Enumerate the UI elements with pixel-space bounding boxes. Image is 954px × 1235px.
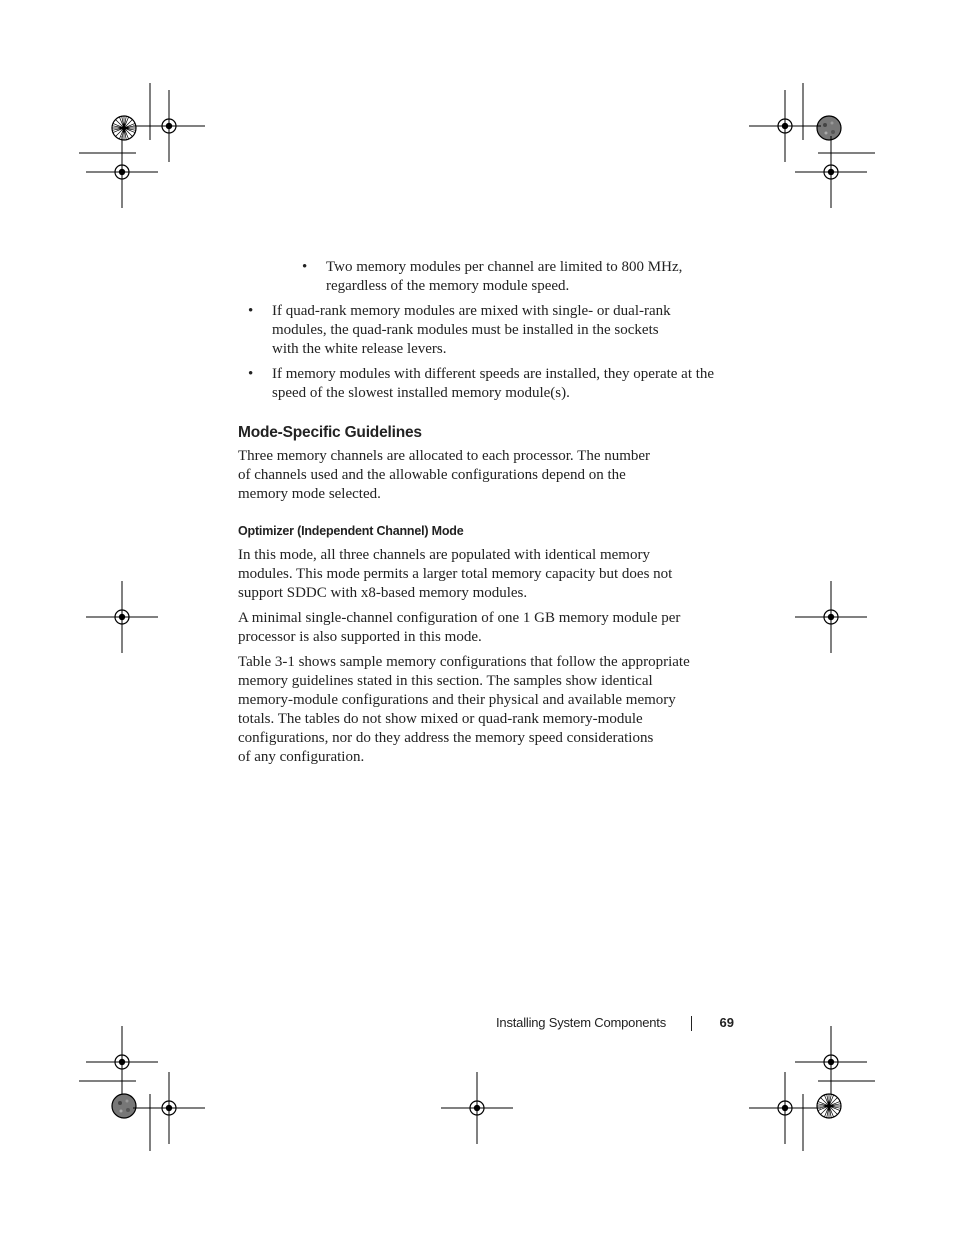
bullet-line: with the white release levers. bbox=[272, 341, 447, 357]
bullet-marker: • bbox=[302, 259, 308, 275]
bullet-marker: • bbox=[248, 366, 254, 382]
bullet-line: modules, the quad-rank modules must be installed in the sockets bbox=[272, 322, 659, 338]
subsection-heading: Optimizer (Independent Channel) Mode bbox=[238, 524, 464, 538]
bullet-item bbox=[248, 365, 738, 403]
page-footer bbox=[480, 1015, 736, 1035]
footer-separator bbox=[691, 1016, 692, 1031]
sub-bullet-item bbox=[302, 258, 738, 296]
paragraph-line: Table 3-1 shows sample memory configurations that follow the appropriate bbox=[238, 654, 690, 670]
paragraph-line: In this mode, all three channels are populated with identical memory bbox=[238, 547, 650, 563]
paragraph-line: processor is also supported in this mode. bbox=[238, 629, 482, 645]
paragraph-line: support SDDC with x8-based memory modules. bbox=[238, 585, 528, 601]
paragraph-line: memory mode selected. bbox=[238, 486, 381, 502]
footer-section-title: Installing System Components bbox=[496, 1015, 666, 1030]
paragraph-line: memory-module configurations and their physical and available memory bbox=[238, 692, 676, 708]
bullet-line: speed of the slowest installed memory module(s). bbox=[272, 385, 570, 401]
paragraph-line: A minimal single-channel configuration of one 1 GB memory module per bbox=[238, 610, 681, 626]
page-number: 69 bbox=[719, 1015, 734, 1030]
paragraph bbox=[238, 546, 738, 603]
bullet-item bbox=[248, 302, 738, 359]
section-paragraph bbox=[238, 447, 738, 504]
bullet-marker: • bbox=[248, 303, 254, 319]
paragraph-line: Three memory channels are allocated to each processor. The number bbox=[238, 448, 651, 464]
paragraph-line: totals. The tables do not show mixed or quad-rank memory-module bbox=[238, 711, 643, 727]
paragraph-line: of channels used and the allowable configurations depend on the bbox=[238, 467, 626, 483]
paragraph bbox=[238, 609, 738, 647]
paragraph-line: memory guidelines stated in this section. The samples show identical bbox=[238, 673, 653, 689]
bullet-line: If memory modules with different speeds are installed, they operate at the bbox=[272, 366, 715, 382]
paragraph bbox=[238, 653, 738, 767]
bullet-line: regardless of the memory module speed. bbox=[326, 278, 570, 294]
bullet-line: If quad-rank memory modules are mixed with single- or dual-rank bbox=[272, 303, 671, 319]
paragraph-line: modules. This mode permits a larger total memory capacity but does not bbox=[238, 566, 673, 582]
page-content bbox=[238, 258, 738, 767]
paragraph-line: configurations, nor do they address the memory speed considerations bbox=[238, 730, 654, 746]
paragraph-line: of any configuration. bbox=[238, 749, 365, 765]
section-heading: Mode-Specific Guidelines bbox=[238, 424, 422, 441]
bullet-line: Two memory modules per channel are limited to 800 MHz, bbox=[326, 259, 683, 275]
